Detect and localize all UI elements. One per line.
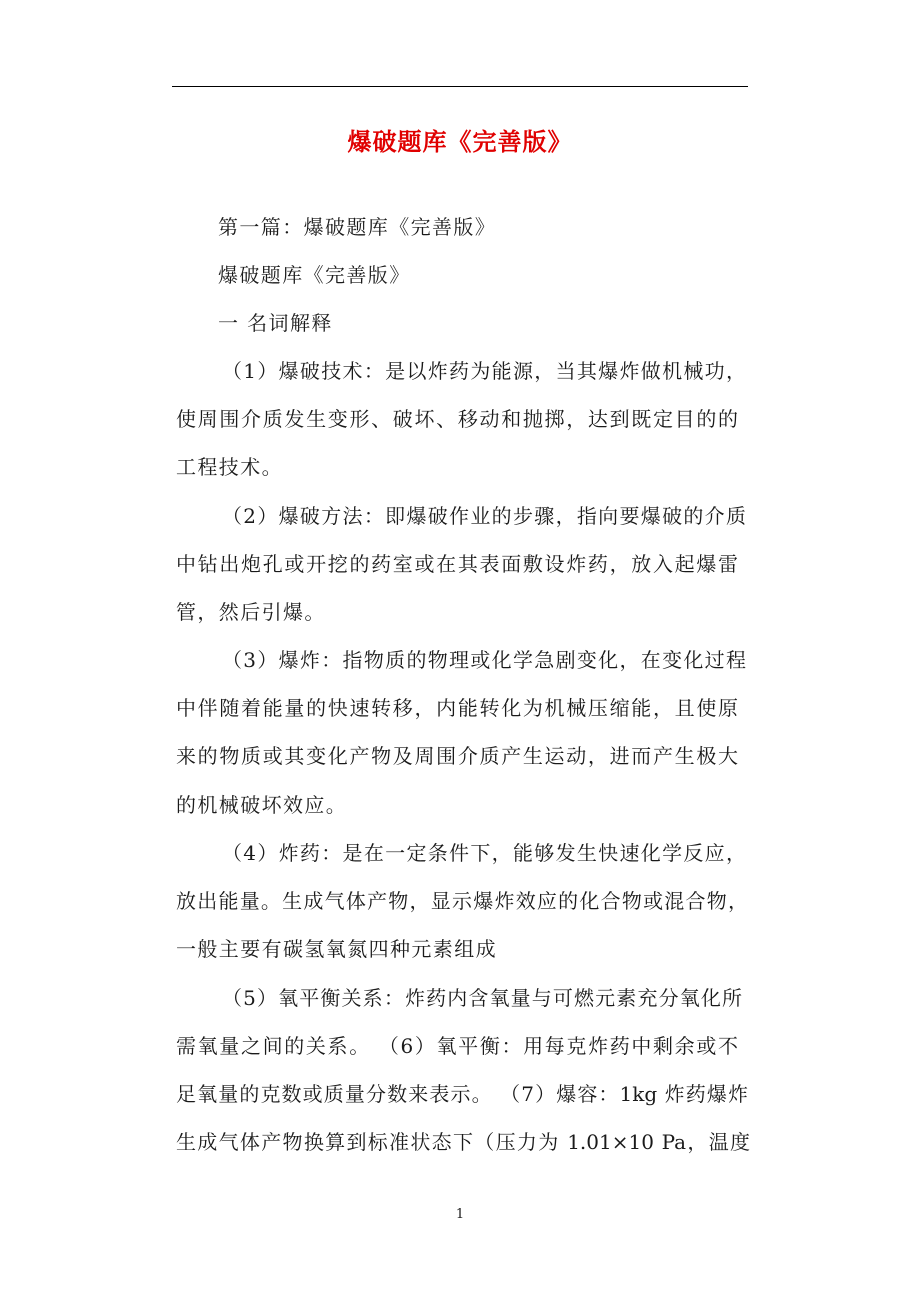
paragraph-line: （4）炸药：是在一定条件下，能够发生快速化学反应， bbox=[222, 841, 746, 865]
subsection-heading: 一 名词解释 bbox=[218, 311, 333, 335]
header-rule bbox=[172, 86, 748, 87]
paragraph-line: （3）爆炸：指物质的物理或化学急剧变化，在变化过程 bbox=[222, 648, 746, 672]
paragraph-line: 放出能量。生成气体产物，显示爆炸效应的化合物或混合物， bbox=[176, 889, 748, 913]
page-number: 1 bbox=[455, 1207, 465, 1222]
paragraph-line: 足氧量的克数或质量分数来表示。 （7）爆容：1kg 炸药爆炸 bbox=[176, 1082, 748, 1106]
chapter-heading: 第一篇：爆破题库《完善版》 bbox=[218, 215, 497, 239]
paragraph-line: （5）氧平衡关系：炸药内含氧量与可燃元素充分氧化所 bbox=[222, 986, 742, 1010]
paragraph-line: 工程技术。 bbox=[176, 455, 283, 479]
paragraph-line: 来的物质或其变化产物及周围介质产生运动，进而产生极大 bbox=[176, 744, 738, 768]
paragraph-line: 的机械破坏效应。 bbox=[176, 793, 348, 817]
paragraph-line: 中伴随着能量的快速转移，内能转化为机械压缩能，且使原 bbox=[176, 696, 738, 720]
paragraph-line: （2）爆破方法：即爆破作业的步骤，指向要爆破的介质 bbox=[222, 504, 746, 528]
paragraph-line: 中钻出炮孔或开挖的药室或在其表面敷设炸药，放入起爆雷 bbox=[176, 552, 738, 576]
paragraph-line: （1）爆破技术：是以炸药为能源，当其爆炸做机械功， bbox=[222, 359, 746, 383]
paragraph-line: 使周围介质发生变形、破坏、移动和抛掷，达到既定目的的 bbox=[176, 407, 738, 431]
document-title: 爆破题库《完善版》 bbox=[347, 128, 573, 156]
paragraph-line: 需氧量之间的关系。 （6）氧平衡：用每克炸药中剩余或不 bbox=[176, 1034, 738, 1058]
paragraph-line: 生成气体产物换算到标准状态下（压力为 1.01×10 Pa，温度 bbox=[176, 1130, 750, 1154]
paragraph-line: 管，然后引爆。 bbox=[176, 600, 326, 624]
paragraph-line: 一般主要有碳氢氧氮四种元素组成 bbox=[176, 937, 497, 961]
section-heading: 爆破题库《完善版》 bbox=[218, 263, 411, 287]
